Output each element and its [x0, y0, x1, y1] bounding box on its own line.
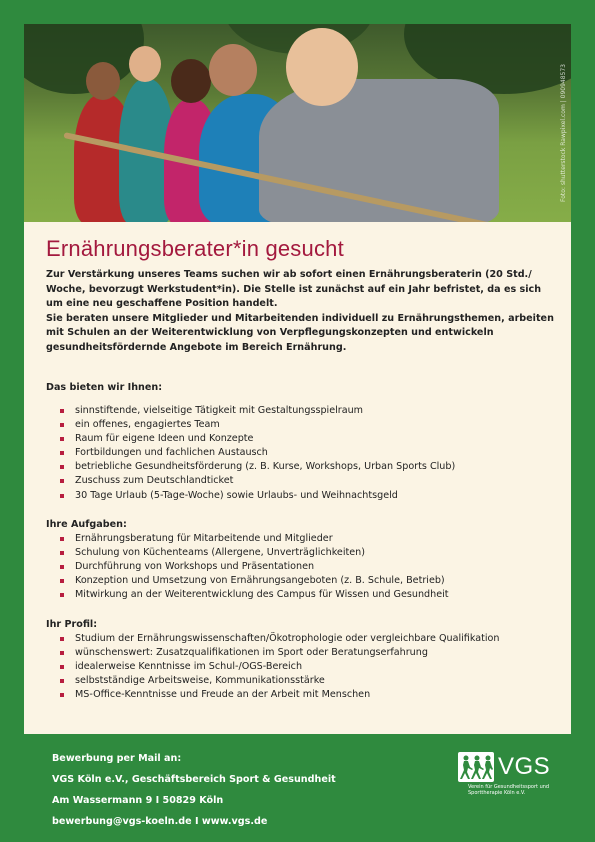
list-item: Ernährungsberatung für Mitarbeitende und Mitglieder	[60, 532, 449, 546]
address-line: Am Wassermann 9 I 50829 Köln	[52, 795, 224, 806]
list-item: Zuschuss zum Deutschlandticket	[60, 474, 455, 488]
logo-subtitle: Verein für Gesundheitssport und Sporttherapie Köln e.V.	[468, 784, 550, 796]
footer-contact	[52, 748, 336, 832]
list-item: Raum für eigene Ideen und Konzepte	[60, 432, 455, 446]
logo-text: VGS	[498, 753, 551, 780]
tasks-heading: Ihre Aufgaben:	[46, 519, 127, 530]
header-photo	[24, 24, 571, 222]
photo-credit: Foto: shutterstock Rawpixel.com | 090948573	[560, 64, 567, 203]
list-item: Schulung von Küchenteams (Allergene, Unverträglichkeiten)	[60, 546, 449, 560]
person-head	[129, 46, 161, 82]
list-item: Konzeption und Umsetzung von Ernährungsangeboten (z. B. Schule, Betrieb)	[60, 574, 449, 588]
org-line: VGS Köln e.V., Geschäftsbereich Sport & Gesundheit	[52, 774, 336, 785]
intro-paragraph: Zur Verstärkung unseres Teams suchen wir ab sofort einen Ernährungsberaterin (20 Std./ Woche, bevorzugt Werkstudent*in). Die Stelle ist zunächst auf ein Jahr befristet, da es sich um eine neu geschaffene Position handelt.	[46, 269, 542, 309]
person-head	[86, 62, 120, 100]
runners-icon	[458, 752, 494, 782]
list-item: Fortbildungen und fachlichen Austausch	[60, 446, 455, 460]
list-item: selbstständige Arbeitsweise, Kommunikationsstärke	[60, 674, 499, 688]
list-item: Mitwirkung an der Weiterentwicklung des Campus für Wissen und Gesundheit	[60, 588, 449, 602]
person-head	[209, 44, 257, 96]
apply-label: Bewerbung per Mail an:	[52, 753, 182, 764]
list-item: sinnstiftende, vielseitige Tätigkeit mit Gestaltungsspielraum	[60, 404, 455, 418]
offer-heading: Das bieten wir Ihnen:	[46, 382, 163, 393]
intro-paragraph: Sie beraten unsere Mitglieder und Mitarbeitenden individuell zu Ernährungsthemen, arbeiten mit Schulen an der Weiterentwicklung von Verpflegungskonzepten und entwickeln gesundheitsfördernde Angebote im Bereich Ernährung.	[46, 312, 554, 353]
content-panel	[24, 222, 571, 734]
person-head	[171, 59, 211, 103]
intro-text	[46, 268, 556, 355]
list-item: betriebliche Gesundheitsförderung (z. B. Kurse, Workshops, Urban Sports Club)	[60, 460, 455, 474]
vgs-logo	[458, 752, 578, 802]
list-item: Durchführung von Workshops und Präsentationen	[60, 560, 449, 574]
tree-shape	[24, 24, 144, 94]
list-item: 30 Tage Urlaub (5-Tage-Woche) sowie Urlaubs- und Weihnachtsgeld	[60, 489, 455, 503]
person-head	[286, 28, 358, 106]
page-title: Ernährungsberater*in gesucht	[46, 236, 344, 261]
tasks-list	[60, 532, 449, 602]
list-item: wünschenswert: Zusatzqualifikationen im Sport oder Beratungserfahrung	[60, 646, 499, 660]
contact-line[interactable]: bewerbung@vgs-koeln.de I www.vgs.de	[52, 816, 268, 827]
list-item: Studium der Ernährungswissenschaften/Ökotrophologie oder vergleichbare Qualifikation	[60, 632, 499, 646]
logo-box	[458, 752, 494, 782]
list-item: ein offenes, engagiertes Team	[60, 418, 455, 432]
profile-heading: Ihr Profil:	[46, 619, 98, 630]
list-item: MS-Office-Kenntnisse und Freude an der Arbeit mit Menschen	[60, 688, 499, 702]
profile-list	[60, 632, 499, 702]
list-item: idealerweise Kenntnisse im Schul-/OGS-Bereich	[60, 660, 499, 674]
offer-list	[60, 404, 455, 503]
